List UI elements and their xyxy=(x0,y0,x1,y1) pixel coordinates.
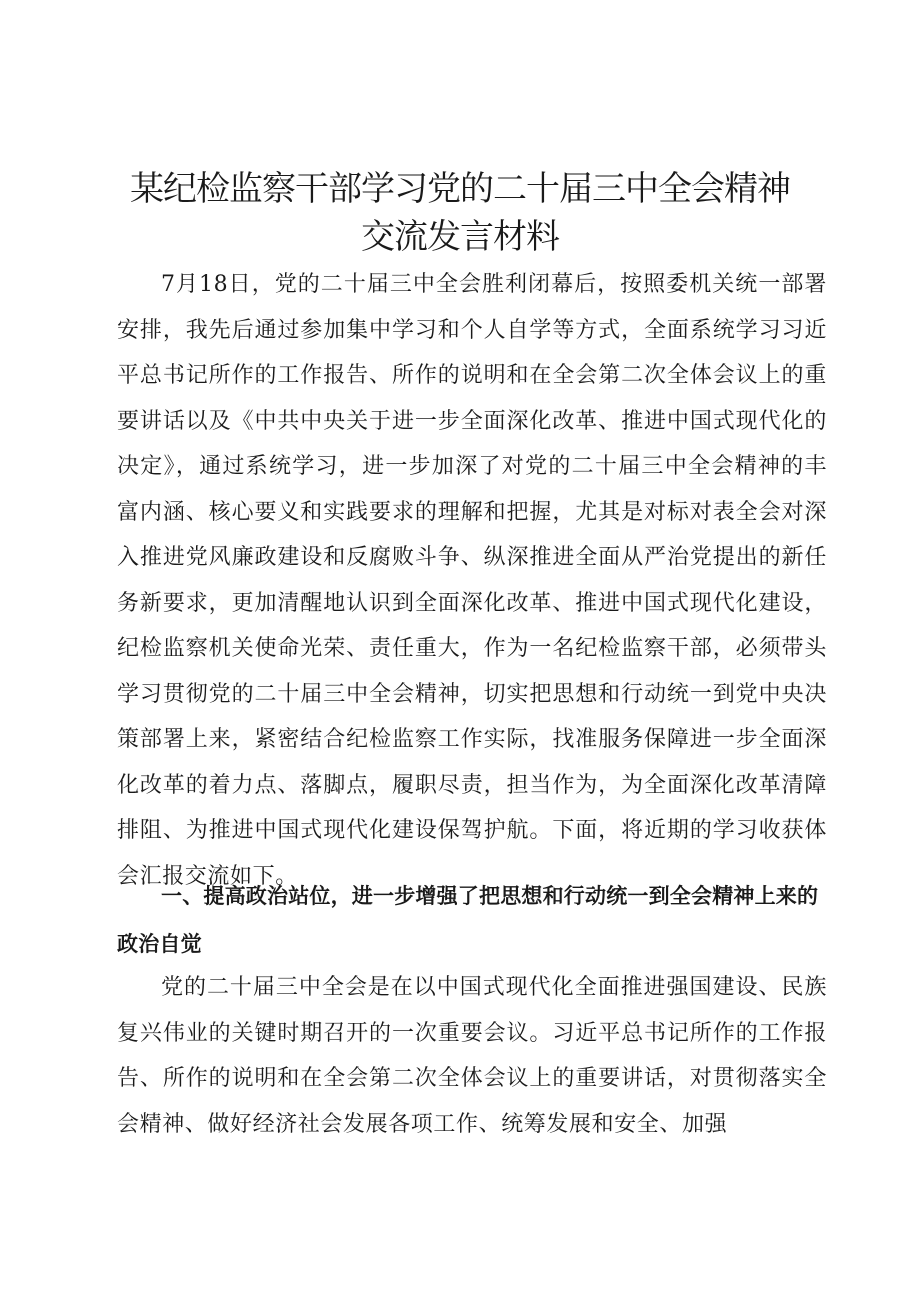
document-title-line-2: 交流发言材料 xyxy=(361,217,559,257)
document-title-line-1: 某纪检监察干部学习党的二十届三中全会精神 xyxy=(130,169,790,209)
paragraph-section-1: 党的二十届三中全会是在以中国式现代化全面推进强国建设、民族复兴伟业的关键时期召开的一次重要会议。习近平总书记所作的工作报告、所作的说明和在全会第二次全体会议上的重要讲话，对贯彻落实全会精神、做好经济社会发展各项工作、统筹发展和安全、加强 xyxy=(117,975,827,1137)
section-heading-1: 一、提高政治站位，进一步增强了把思想和行动统一到全会精神上来的政治自觉 xyxy=(117,884,819,956)
paragraph-intro: 7月18日，党的二十届三中全会胜利闭幕后，按照委机关统一部署安排，我先后通过参加集中学习和个人自学等方式，全面系统学习习近平总书记所作的工作报告、所作的说明和在全会第二次全体会议上的重要讲话以及《中共中央关于进一步全面深化改革、推进中国式现代化的决定》，通过系统学习，进一步加深了对党的二十届三中全会精神的丰富内涵、核心要义和实践要求的理解和把握，尤其是对标对表全会对深入推进党风廉政建设和反腐败斗争、纵深推进全面从严治党提出的新任务新要求，更加清醒地认识到全面深化改革、推进中国式现代化建设，纪检监察机关使命光荣、责任重大，作为一名纪检监察干部，必须带头学习贯彻党的二十届三中全会精神，切实把思想和行动统一到党中央决策部署上来，紧密结合纪检监察工作实际，找准服务保障进一步全面深化改革的着力点、落脚点，履职尽责，担当作为，为全面深化改革清障排阻、为推进中国式现代化建设保驾护航。下面，将近期的学习收获体会汇报交流如下。 xyxy=(117,272,827,889)
